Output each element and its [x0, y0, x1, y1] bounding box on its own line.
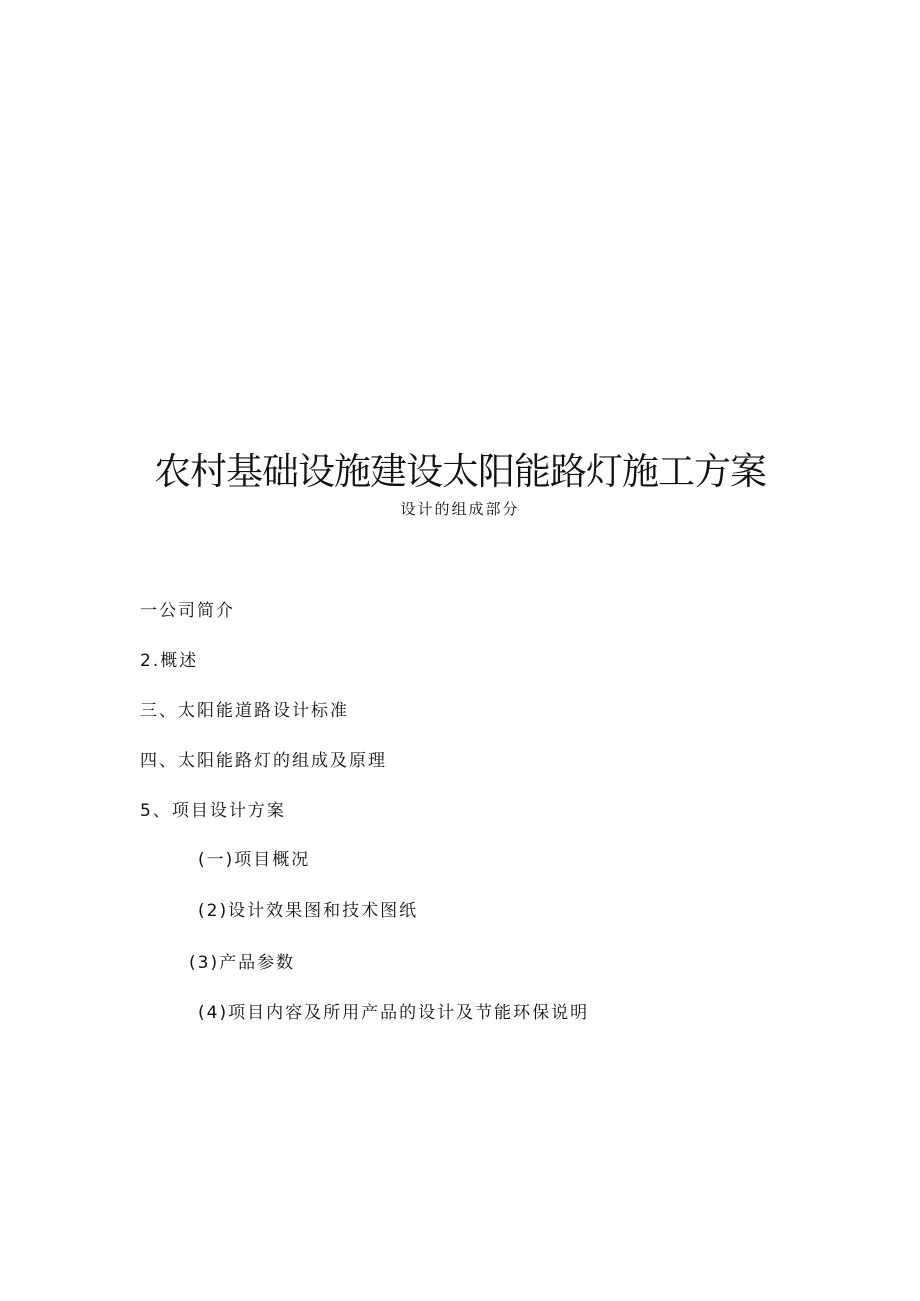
toc-subitem-project-overview: (一)项目概况	[198, 850, 311, 870]
toc-item-overview: 2.概述	[140, 651, 199, 671]
document-subtitle: 设计的组成部分	[400, 500, 520, 518]
toc-subitem-drawings: (2)设计效果图和技术图纸	[198, 901, 419, 921]
toc-item-company-intro: 一公司简介	[140, 601, 235, 621]
toc-subitem-product-parameters: (3)产品参数	[189, 953, 296, 973]
toc-subitem-project-content: (4)项目内容及所用产品的设计及节能环保说明	[198, 1003, 590, 1023]
toc-item-design-standards: 三、太阳能道路设计标准	[140, 701, 349, 721]
document-title: 农村基础设施建设太阳能路灯施工方案	[154, 450, 766, 493]
toc-item-composition-principle: 四、太阳能路灯的组成及原理	[140, 751, 387, 771]
toc-item-design-plan: 5、项目设计方案	[140, 801, 286, 821]
